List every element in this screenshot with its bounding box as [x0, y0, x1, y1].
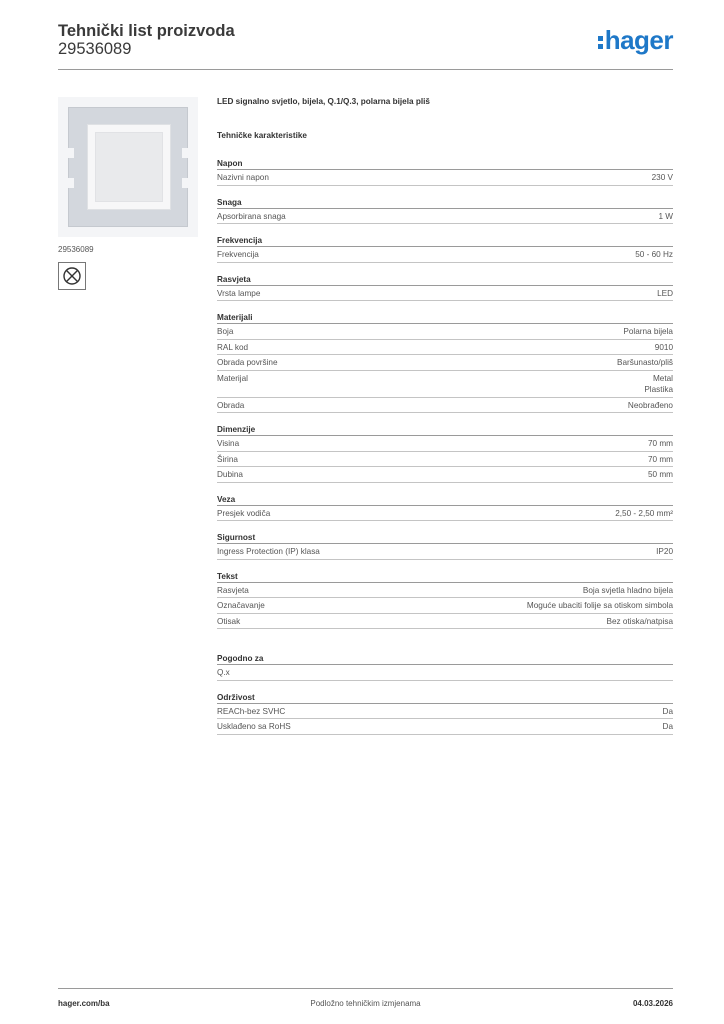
spec-value: Boja svjetla hladno bijela — [582, 585, 673, 595]
spec-value: 9010 — [654, 342, 673, 352]
spec-value: IP20 — [656, 547, 673, 556]
spec-row — [217, 436, 673, 452]
spec-label: Presjek vodiča — [217, 508, 271, 518]
section-title: Održivost — [217, 692, 673, 704]
spec-label: Apsorbirana snaga — [217, 211, 286, 221]
footer-website: hager.com/ba — [58, 999, 110, 1008]
spec-row — [217, 340, 673, 356]
section-title: Tekst — [217, 571, 673, 583]
spec-row — [217, 719, 673, 735]
spec-row — [217, 209, 673, 225]
spec-row — [217, 286, 673, 302]
footer-notice: Podložno tehničkim izmjenama — [310, 999, 421, 1008]
spec-value: 70 mm — [647, 454, 673, 464]
product-insert — [87, 124, 171, 210]
section-title: Veza — [217, 494, 673, 506]
spec-value: LED — [657, 288, 673, 298]
section-title: Rasvjeta — [217, 274, 673, 286]
led-lens — [95, 132, 163, 202]
spec-label: Usklađeno sa RoHS — [217, 722, 291, 731]
product-image-caption: 29536089 — [58, 245, 94, 254]
section-title: Napon — [217, 158, 673, 170]
spec-label: Obrada — [217, 400, 245, 410]
spec-sections — [217, 158, 673, 735]
spec-row — [217, 467, 673, 483]
spec-row — [217, 247, 673, 263]
section-title: Frekvencija — [217, 235, 673, 247]
section-title: Materijali — [217, 312, 673, 324]
spec-value: 1 W — [658, 211, 673, 221]
section-title: Dimenzije — [217, 424, 673, 436]
product-description: LED signalno svjetlo, bijela, Q.1/Q.3, polarna bijela pliš — [217, 97, 430, 106]
spec-label: Q.x — [217, 668, 230, 677]
spec-value: Neobrađeno — [627, 400, 673, 410]
spec-row — [217, 452, 673, 468]
page-footer — [58, 988, 673, 1014]
specifications-column — [217, 97, 673, 735]
spec-value: Da — [662, 706, 673, 716]
spec-label: Širina — [217, 454, 238, 464]
spec-value: Da — [662, 722, 673, 731]
product-number: 29536089 — [58, 40, 132, 58]
section-title: Sigurnost — [217, 532, 673, 544]
spec-row — [217, 506, 673, 522]
logo-dots-icon — [598, 36, 603, 52]
spec-label: Označavanje — [217, 601, 265, 610]
spec-row — [217, 614, 673, 630]
spec-row — [217, 324, 673, 340]
spec-value: Bez otiska/natpisa — [606, 616, 673, 626]
section-title: Snaga — [217, 197, 673, 209]
spec-row — [217, 665, 673, 681]
product-image — [58, 97, 198, 237]
spec-label: REACh-bez SVHC — [217, 706, 286, 716]
product-image-column — [58, 97, 198, 290]
spec-label: Dubina — [217, 470, 243, 479]
spec-value: Metal Plastika — [644, 373, 673, 394]
footer-date: 04.03.2026 — [632, 999, 673, 1008]
spec-label: Vrsta lampe — [217, 288, 261, 298]
spec-label: Frekvencija — [217, 250, 259, 259]
spec-value: Polarna bijela — [623, 327, 673, 336]
spec-value: Moguće ubaciti folije sa otiskom simbola — [526, 601, 673, 610]
spec-value: 50 - 60 Hz — [635, 250, 673, 259]
section-title: Pogodno za — [217, 653, 673, 665]
spec-row — [217, 704, 673, 720]
spec-label: Rasvjeta — [217, 585, 249, 595]
spec-row — [217, 170, 673, 186]
page-header — [58, 22, 673, 70]
lamp-symbol-icon — [58, 262, 86, 290]
spec-label: Boja — [217, 327, 234, 336]
spec-label: Nazivni napon — [217, 173, 269, 182]
spec-row — [217, 398, 673, 414]
spec-label: Visina — [217, 439, 240, 448]
spec-row — [217, 598, 673, 614]
document-title: Tehnički list proizvoda — [58, 22, 235, 40]
spec-label: Ingress Protection (IP) klasa — [217, 547, 320, 556]
spec-label: Materijal — [217, 373, 248, 383]
spec-row — [217, 355, 673, 371]
spec-value: Baršunasto/pliš — [617, 358, 673, 367]
spec-value: 230 V — [651, 173, 673, 182]
hager-logo — [598, 27, 673, 57]
logo-text: hager — [604, 25, 673, 55]
spec-value: 2,50 - 2,50 mm² — [615, 508, 673, 518]
spec-row — [217, 583, 673, 599]
product-frame — [68, 107, 188, 227]
technical-characteristics-heading: Tehničke karakteristike — [217, 131, 307, 140]
spec-value: 50 mm — [647, 470, 673, 479]
spec-label: Obrada površine — [217, 358, 278, 367]
spec-label: RAL kod — [217, 342, 249, 352]
spec-row — [217, 544, 673, 560]
spec-value: 70 mm — [647, 439, 673, 448]
spec-row — [217, 371, 673, 398]
spec-label: Otisak — [217, 616, 241, 626]
